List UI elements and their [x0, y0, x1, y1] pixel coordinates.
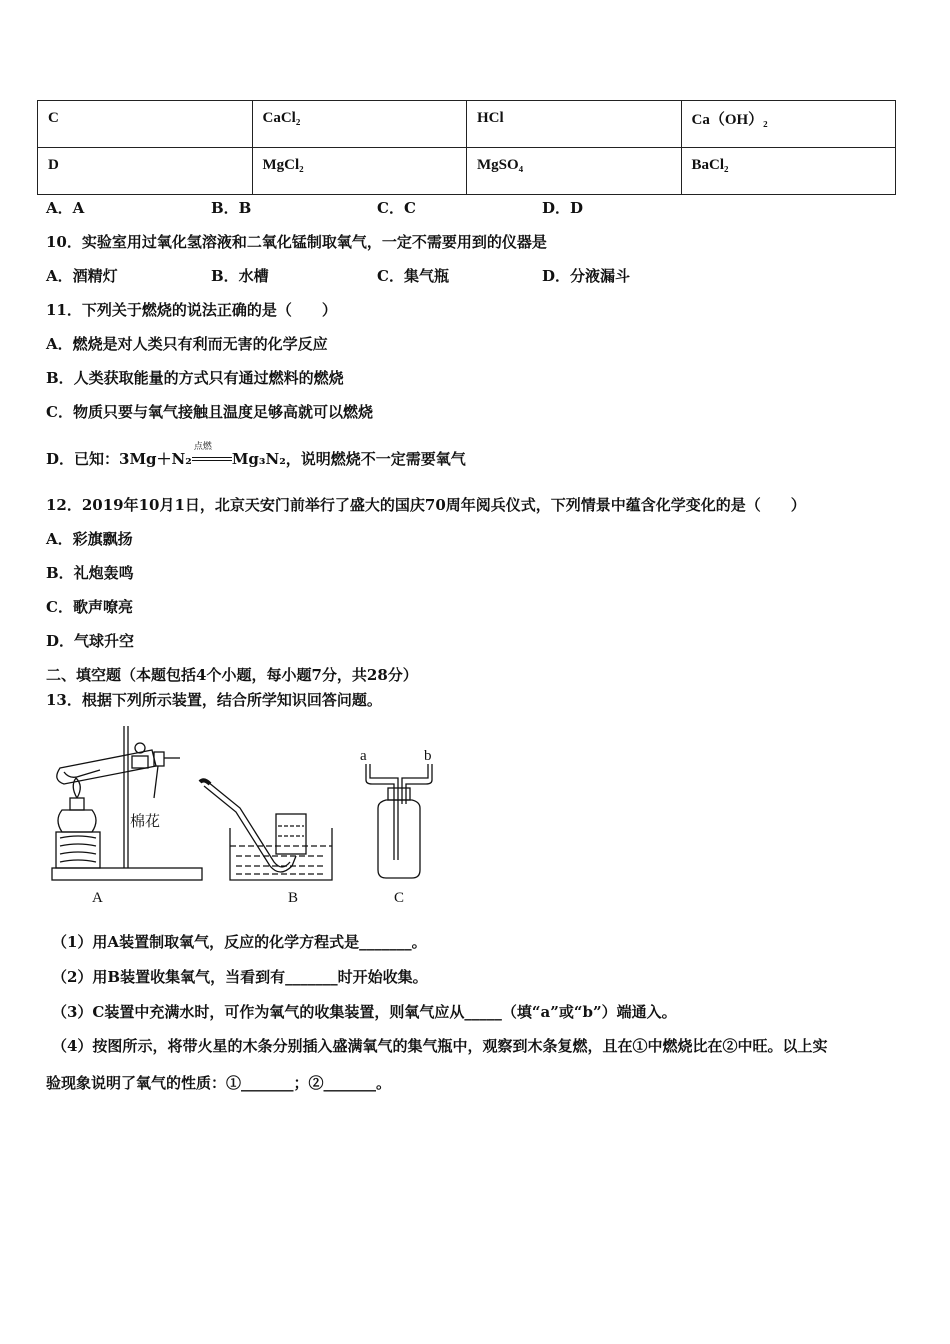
q9-option-c[interactable]: C．C — [377, 199, 416, 217]
apparatus-b — [200, 780, 332, 880]
table-cell: HCl — [467, 101, 682, 148]
section-heading: 二、填空题（本题包括4个小题，每小题7分，共28分） — [46, 666, 418, 684]
q10-option-b[interactable]: B．水槽 — [211, 267, 269, 285]
reaction-arrow — [192, 442, 232, 469]
table-cell: MgCl₂ — [252, 148, 467, 195]
table-row — [38, 148, 896, 195]
q13-part4-line1: （4）按图所示，将带火星的木条分别插入盛满氧气的集气瓶中，观察到木条复燃，且在①中燃烧比在②中旺。以上实 — [52, 1037, 828, 1055]
table-cell: MgSO₄ — [467, 148, 682, 195]
q13-part2: （2）用B装置收集氧气，当看到有_______时开始收集。 — [52, 968, 428, 986]
q13-stem: 13．根据下列所示装置，结合所学知识回答问题。 — [46, 691, 382, 709]
q10-stem: 10．实验室用过氧化氢溶液和二氧化锰制取氧气，一定不需要用到的仪器是 — [46, 233, 547, 251]
table-cell: D — [38, 148, 253, 195]
q12-option-c[interactable]: C．歌声嘹亮 — [46, 598, 133, 616]
q11-stem: 11．下列关于燃烧的说法正确的是（ ） — [46, 301, 337, 319]
equation-left: D．已知：3Mg＋N₂ — [46, 450, 192, 468]
q11-option-a[interactable]: A．燃烧是对人类只有利而无害的化学反应 — [46, 335, 328, 353]
q13-part1: （1）用A装置制取氧气，反应的化学方程式是_______。 — [52, 933, 427, 951]
apparatus-figure — [40, 720, 460, 910]
q11-option-d[interactable] — [46, 442, 466, 469]
q11-option-b[interactable]: B．人类获取能量的方式只有通过燃料的燃烧 — [46, 369, 344, 387]
q12-option-b[interactable]: B．礼炮轰鸣 — [46, 564, 134, 582]
table-row — [38, 101, 896, 148]
table-cell: C — [38, 101, 253, 148]
q12-option-d[interactable]: D．气球升空 — [46, 632, 135, 650]
q11-option-c[interactable]: C．物质只要与氧气接触且温度足够高就可以燃烧 — [46, 403, 373, 421]
label-a: A — [92, 890, 103, 906]
cotton-label: 棉花 — [130, 814, 161, 830]
table-cell: BaCl₂ — [681, 148, 896, 195]
q12-option-a[interactable]: A．彩旗飘扬 — [46, 530, 133, 548]
port-b-label: b — [424, 748, 432, 764]
q10-option-c[interactable]: C．集气瓶 — [377, 267, 449, 285]
q10-option-a[interactable]: A．酒精灯 — [46, 267, 118, 285]
q10-option-d[interactable]: D．分液漏斗 — [542, 267, 631, 285]
label-b: B — [288, 890, 299, 906]
equation-right: Mg₃N₂，说明燃烧不一定需要氧气 — [231, 450, 466, 468]
label-c: C — [394, 890, 405, 906]
q13-part3: （3）C装置中充满水时，可作为氧气的收集装置，则氧气应从_____（填“a”或“b”）端通入。 — [52, 1003, 677, 1021]
port-a-label: a — [360, 748, 367, 764]
q9-option-d[interactable]: D．D — [542, 199, 584, 217]
apparatus-a — [52, 726, 202, 880]
table-cell: Ca（OH）₂ — [681, 101, 896, 148]
table-cell: CaCl₂ — [252, 101, 467, 148]
q9-option-b[interactable]: B．B — [211, 199, 252, 217]
reaction-condition: 点燃 — [193, 442, 212, 452]
q13-part4-line2: 验现象说明了氧气的性质：①_______；②_______。 — [46, 1074, 392, 1092]
q12-stem: 12．2019年10月1日，北京天安门前举行了盛大的国庆70周年阅兵仪式，下列情景中蕴含化学变化的是（ ） — [46, 496, 806, 514]
apparatus-c — [366, 764, 432, 878]
answer-table — [37, 100, 896, 195]
q9-option-a[interactable]: A．A — [46, 199, 85, 217]
